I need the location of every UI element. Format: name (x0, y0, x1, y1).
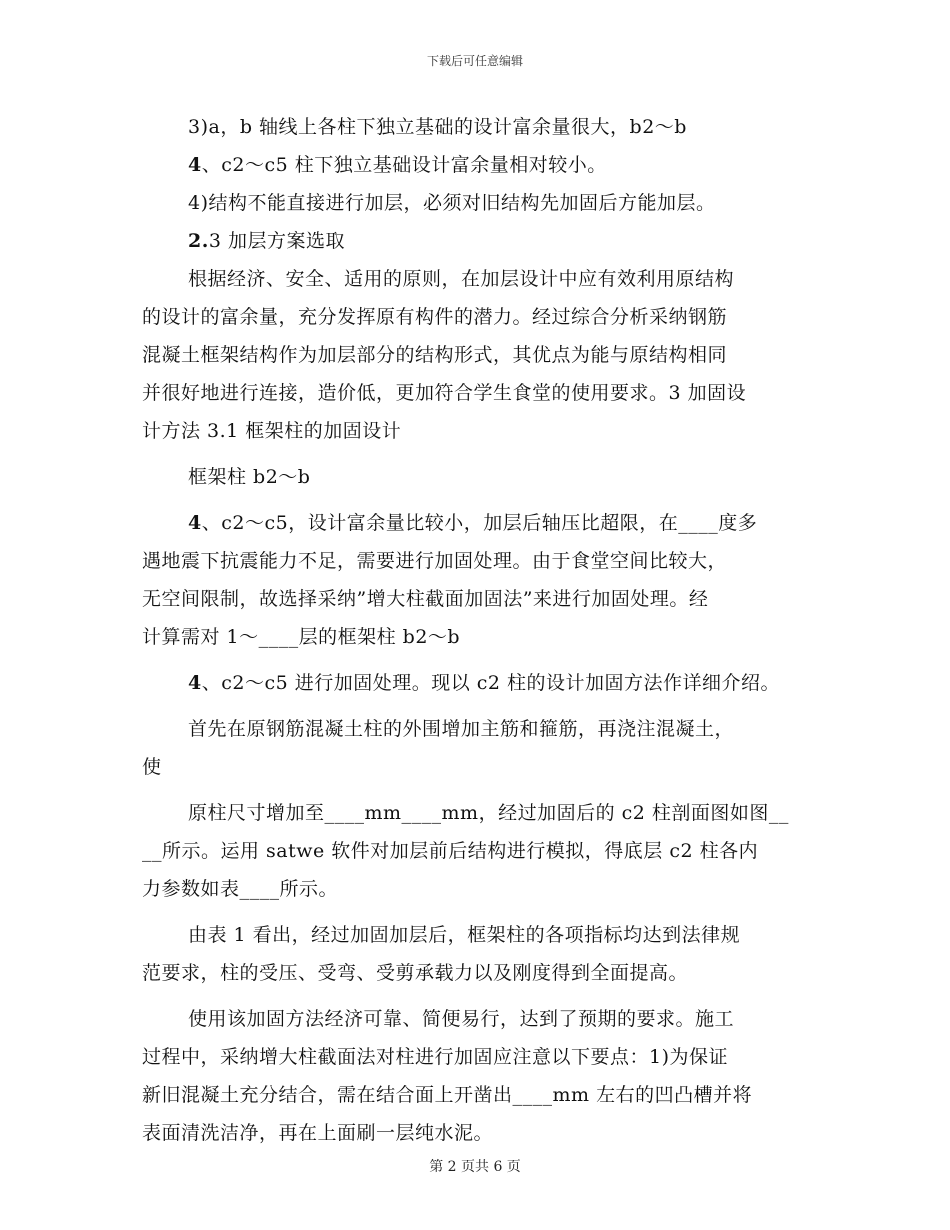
line-text: 、c2～c5，设计富余量比较小，加层后轴压比超限，在____度多 (201, 512, 758, 534)
paragraph-line: 原柱尺寸增加至____mm____mm，经过加固后的 c2 柱剖面图如图__ (188, 802, 789, 824)
paragraph-line: 根据经济、安全、适用的原则，在加层设计中应有效利用原结构 (188, 268, 735, 290)
text-line: 4)结构不能直接进行加层，必须对旧结构先加固后方能加层。 (188, 192, 716, 214)
paragraph-line: 首先在原钢筋混凝土柱的外围增加主筋和箍筋，再浇注混凝土， (188, 718, 735, 740)
paragraph-line (142, 504, 812, 542)
paragraph-line: __所示。运用 satwe 软件对加层前后结构进行模拟，得底层 c2 柱各内 (142, 840, 759, 862)
paragraph-line: 的设计的富余量，充分发挥原有构件的潜力。经过综合分析采纳钢筋 (142, 306, 728, 328)
heading-text: 3 加层方案选取 (208, 230, 345, 252)
line-text: 、c2～c5 柱下独立基础设计富余量相对较小。 (201, 154, 607, 176)
paragraph-line: 并很好地进行连接，造价低，更加符合学生食堂的使用要求。3 加固设 (142, 382, 747, 404)
paragraph-line: 混凝土框架结构作为加层部分的结构形式，其优点为能与原结构相同 (142, 344, 728, 366)
section-heading (142, 222, 812, 260)
paragraph-line: 范要求，柱的受压、受弯、受剪承载力以及刚度得到全面提高。 (142, 962, 689, 984)
paragraph-line: 力参数如表____所示。 (142, 878, 339, 900)
document-body (142, 108, 812, 1152)
paragraph-line: 使 (142, 756, 162, 778)
paragraph-line: 计算需对 1～____层的框架柱 b2～b (142, 626, 461, 648)
heading-number: 2. (188, 230, 209, 252)
text-line (142, 146, 812, 184)
page-header: 下载后可任意编辑 (426, 54, 523, 68)
paragraph-line: 新旧混凝土充分结合，需在结合面上开凿出____mm 左右的凹凸槽并将 (142, 1084, 753, 1106)
item-number: 4 (188, 154, 202, 176)
item-number: 4 (188, 672, 202, 694)
paragraph-line: 由表 1 看出，经过加固加层后，框架柱的各项指标均达到法律规 (188, 924, 741, 946)
paragraph-line: 计方法 3.1 框架柱的加固设计 (142, 420, 402, 442)
line-text: 、c2～c5 进行加固处理。现以 c2 柱的设计加固方法作详细介绍。 (201, 672, 781, 694)
paragraph-line: 遇地震下抗震能力不足，需要进行加固处理。由于食堂空间比较大， (142, 550, 728, 572)
paragraph-line (142, 664, 812, 702)
paragraph-line: 表面清洗洁净，再在上面刷一层纯水泥。 (142, 1122, 494, 1144)
paragraph-line: 框架柱 b2～b (188, 466, 311, 488)
text-line: 3)a，b 轴线上各柱下独立基础的设计富余量很大，b2～b (188, 116, 687, 138)
paragraph-line: 无空间限制，故选择采纳”增大柱截面加固法”来进行加固处理。经 (142, 588, 709, 610)
paragraph-line: 过程中，采纳增大柱截面法对柱进行加固应注意以下要点：1)为保证 (142, 1046, 729, 1068)
item-number: 4 (188, 512, 202, 534)
page-footer: 第 2 页共 6 页 (429, 1159, 521, 1175)
paragraph-line: 使用该加固方法经济可靠、简便易行，达到了预期的要求。施工 (188, 1008, 735, 1030)
